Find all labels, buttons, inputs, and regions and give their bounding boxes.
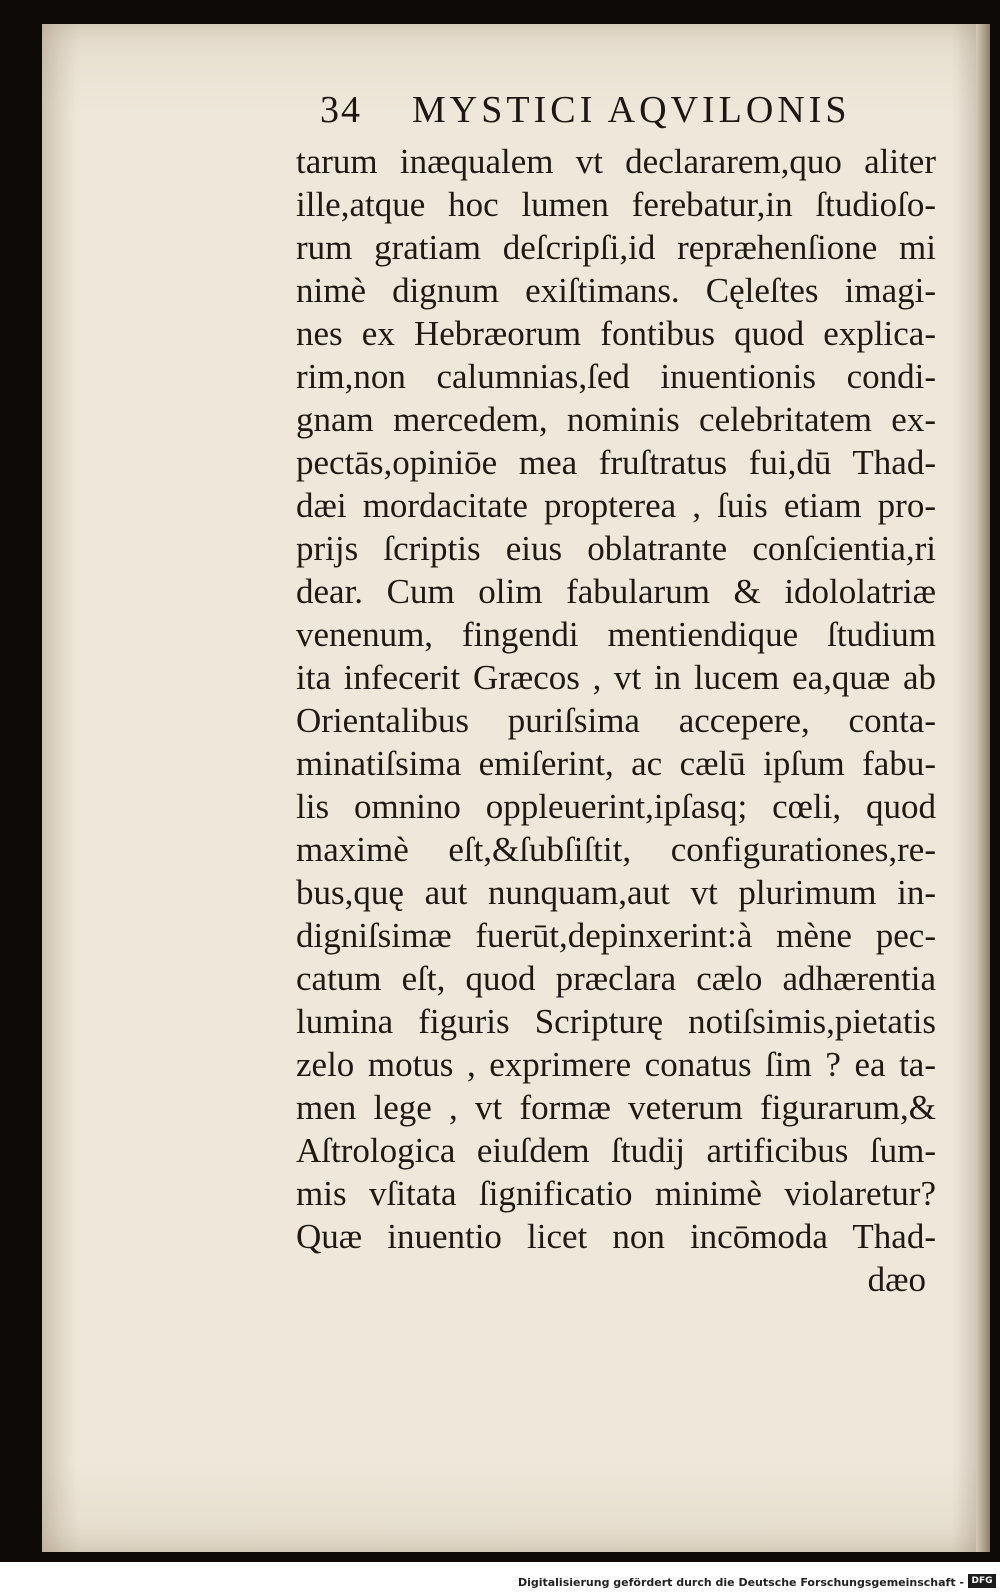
text-line: maximè eſt,&ſubſiſtit, configurationes,re-	[296, 830, 936, 869]
page-number: 34	[320, 89, 362, 131]
text-line: mis vſitata ſignificatio minimè violaretur?	[296, 1174, 936, 1213]
running-head: MYSTICI AQVILONIS	[412, 89, 851, 131]
text-line: Quæ inuentio licet non incōmoda Thad-	[296, 1217, 936, 1256]
text-line: venenum, fingendi mentiendique ſtudium	[296, 615, 936, 654]
text-line: lis omnino oppleuerint,ipſasq; cœli, quod	[296, 787, 936, 826]
text-line: zelo motus , exprimere conatus ſim ? ea ta-	[296, 1045, 936, 1084]
text-line: rum gratiam deſcripſi,id repræhenſione mi	[296, 228, 936, 267]
text-line: prijs ſcriptis eius oblatrante conſcientia,ri	[296, 529, 936, 568]
text-line: dear. Cum olim fabularum & idololatriæ	[296, 572, 936, 611]
text-line: Aſtrologica eiuſdem ſtudij artificibus ſum-	[296, 1131, 936, 1170]
text-line: ita infecerit Græcos , vt in lucem ea,quæ ab	[296, 658, 936, 697]
funding-credit: Digitalisierung gefördert durch die Deutsche Forschungsgemeinschaft -	[517, 1576, 964, 1589]
catchword: dæo	[867, 1260, 926, 1299]
text-line: nimè dignum exiſtimans. Cęleſtes imagi-	[296, 271, 936, 310]
dfg-logo-icon: DFG	[968, 1574, 996, 1588]
text-line: pectās,opiniōe mea fruſtratus fui,dū Thad-	[296, 443, 936, 482]
text-line: tarum inæqualem vt declararem,quo aliter	[296, 142, 936, 181]
text-line: catum eſt, quod præclara cælo adhærentia	[296, 959, 936, 998]
body-text	[296, 140, 936, 1301]
text-line: gnam mercedem, nominis celebritatem ex-	[296, 400, 936, 439]
text-line: Orientalibus puriſsima accepere, conta-	[296, 701, 936, 740]
page-header	[320, 82, 940, 142]
page-edge	[976, 24, 990, 1552]
text-line: nes ex Hebræorum fontibus quod explica-	[296, 314, 936, 353]
text-line: rim,non calumnias,ſed inuentionis condi-	[296, 357, 936, 396]
text-line: minatiſsima emiſerint, ac cælū ipſum fabu-	[296, 744, 936, 783]
text-line: digniſsimæ fuerūt,depinxerint:à mène pec-	[296, 916, 936, 955]
text-line: men lege , vt formæ veterum figurarum,&	[296, 1088, 936, 1127]
digitization-footer	[0, 1562, 1000, 1595]
text-line: bus,quę aut nunquam,aut vt plurimum in-	[296, 873, 936, 912]
text-line: dæi mordacitate propterea , ſuis etiam pro-	[296, 486, 936, 525]
text-line: ille,atque hoc lumen ferebatur,in ſtudioſo-	[296, 185, 936, 224]
text-line: lumina figuris Scripturę notiſsimis,pietatis	[296, 1002, 936, 1041]
